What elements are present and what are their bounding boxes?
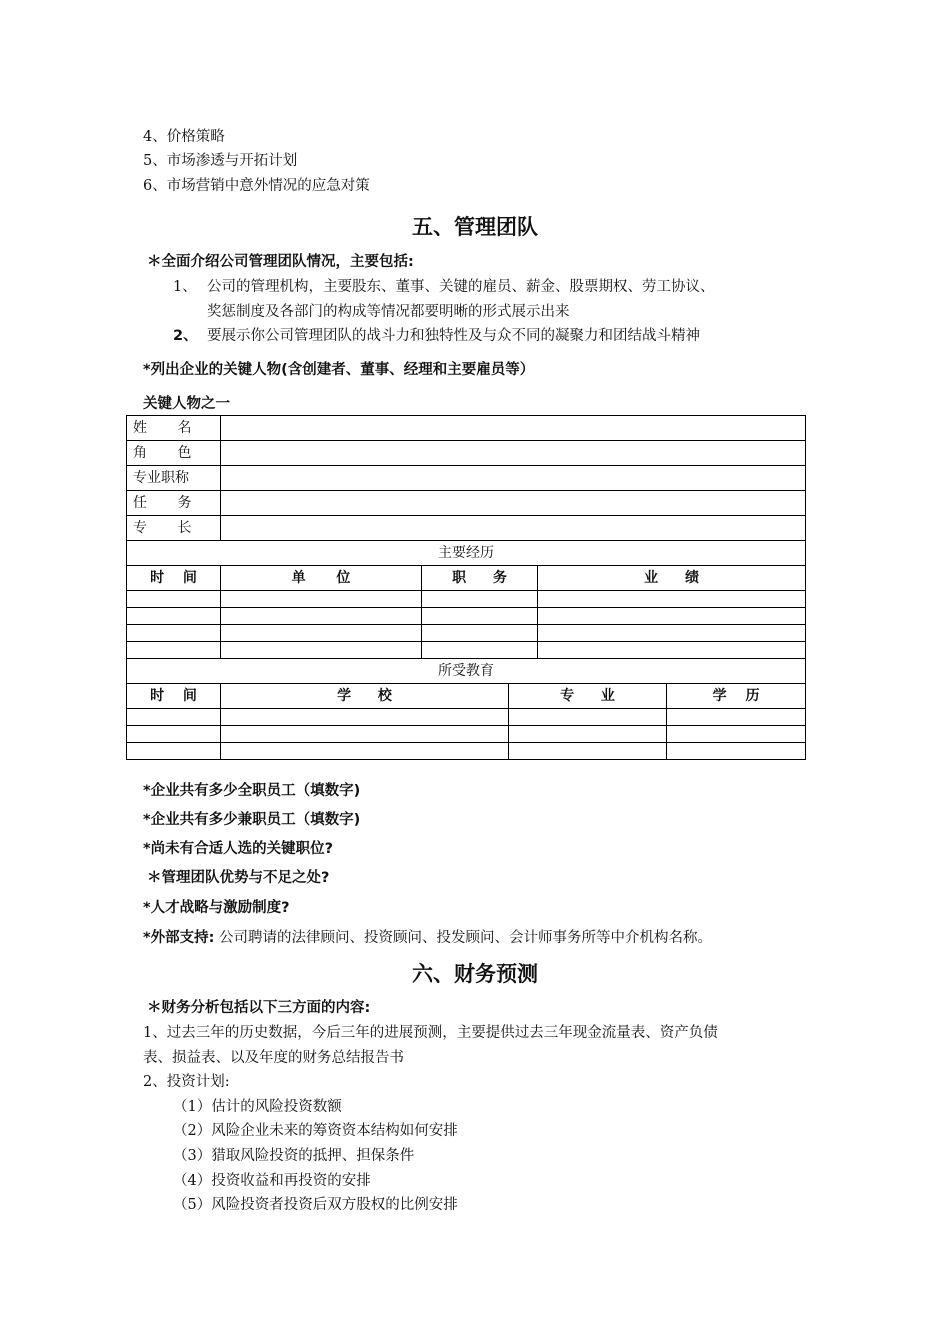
experience-columns-row xyxy=(127,566,806,591)
cell[interactable] xyxy=(127,591,221,608)
cell[interactable] xyxy=(538,642,806,659)
skill-row xyxy=(127,516,806,541)
question-parttime: *企业共有多少兼职员工（填数字) xyxy=(143,812,361,828)
edu-col-time: 时 间 xyxy=(127,684,221,709)
edu-col-degree: 学 历 xyxy=(667,684,806,709)
item1-number: 1、 xyxy=(173,279,197,295)
cell[interactable] xyxy=(221,591,422,608)
exp-col-unit: 单 位 xyxy=(221,566,422,591)
cell[interactable] xyxy=(127,608,221,625)
table-row xyxy=(127,642,806,659)
cell[interactable] xyxy=(127,625,221,642)
sub-item-5: （5）风险投资者投资后双方股权的比例安排 xyxy=(173,1197,458,1213)
cell[interactable] xyxy=(422,591,538,608)
sub-item-1: （1）估计的风险投资数额 xyxy=(173,1099,342,1115)
cell[interactable] xyxy=(422,642,538,659)
exp-col-position: 职 务 xyxy=(422,566,538,591)
table-row xyxy=(127,709,806,726)
duty-value-cell[interactable] xyxy=(221,491,806,516)
skill-value-cell[interactable] xyxy=(221,516,806,541)
edu-col-school: 学 校 xyxy=(221,684,509,709)
role-row xyxy=(127,441,806,466)
cell[interactable] xyxy=(667,743,806,760)
education-header: 所受教育 xyxy=(127,659,806,684)
experience-header-row xyxy=(127,541,806,566)
item1-line2: 奖惩制度及各部门的构成等情况都要明晰的形式展示出来 xyxy=(207,304,570,320)
cell[interactable] xyxy=(221,625,422,642)
sub-item-2: （2）风险企业未来的筹资资本结构如何安排 xyxy=(173,1123,458,1139)
cell[interactable] xyxy=(221,743,509,760)
question-vacant-positions: *尚未有合适人选的关键职位? xyxy=(143,841,333,857)
table-caption: 关键人物之一 xyxy=(143,396,230,412)
item2-number: 2、 xyxy=(173,328,198,344)
skill-label: 专 长 xyxy=(127,516,221,541)
cell[interactable] xyxy=(127,642,221,659)
experience-header: 主要经历 xyxy=(127,541,806,566)
section5-heading: 五、管理团队 xyxy=(412,215,538,239)
cell[interactable] xyxy=(422,625,538,642)
external-support-label: *外部支持: xyxy=(143,930,215,946)
table-row xyxy=(127,608,806,625)
cell[interactable] xyxy=(221,709,509,726)
key-person-table xyxy=(126,415,806,760)
table-row xyxy=(127,743,806,760)
cell[interactable] xyxy=(127,709,221,726)
question-team-strengths: ＊管理团队优势与不足之处? xyxy=(147,870,330,886)
table-row xyxy=(127,591,806,608)
question-talent-strategy: *人才战略与激励制度? xyxy=(143,900,290,916)
exp-col-achievement: 业 绩 xyxy=(538,566,806,591)
external-support xyxy=(143,928,712,948)
education-header-row xyxy=(127,659,806,684)
section6-intro: ＊财务分析包括以下三方面的内容: xyxy=(147,1000,371,1016)
finance-p1-line1: 1、过去三年的历史数据，今后三年的进展预测，主要提供过去三年现金流量表、资产负债 xyxy=(143,1025,718,1041)
role-label: 角 色 xyxy=(127,441,221,466)
cell[interactable] xyxy=(422,608,538,625)
cell[interactable] xyxy=(509,709,667,726)
cell[interactable] xyxy=(127,743,221,760)
table-row xyxy=(127,726,806,743)
duty-row xyxy=(127,491,806,516)
cell[interactable] xyxy=(538,608,806,625)
list-item-contingency: 6、市场营销中意外情况的应急对策 xyxy=(143,178,370,194)
item1-line1: 公司的管理机构，主要股东、董事、关键的雇员、薪金、股票期权、劳工协议、 xyxy=(207,279,715,295)
question-fulltime: *企业共有多少全职员工（填数字) xyxy=(143,783,361,799)
edu-col-major: 专 业 xyxy=(509,684,667,709)
exp-col-time: 时 间 xyxy=(127,566,221,591)
key-people-heading: *列出企业的关键人物(含创建者、董事、经理和主要雇员等） xyxy=(143,362,535,378)
item2-text: 要展示你公司管理团队的战斗力和独特性及与众不同的凝聚力和团结战斗精神 xyxy=(207,328,700,344)
role-value-cell[interactable] xyxy=(221,441,806,466)
title-value-cell[interactable] xyxy=(221,466,806,491)
cell[interactable] xyxy=(221,608,422,625)
sub-item-4: （4）投资收益和再投资的安排 xyxy=(173,1173,371,1189)
cell[interactable] xyxy=(509,726,667,743)
education-columns-row xyxy=(127,684,806,709)
duty-label: 任 务 xyxy=(127,491,221,516)
cell[interactable] xyxy=(127,726,221,743)
finance-p1-line2: 表、损益表、以及年度的财务总结报告书 xyxy=(143,1050,404,1066)
cell[interactable] xyxy=(221,726,509,743)
cell[interactable] xyxy=(509,743,667,760)
section6-heading: 六、财务预测 xyxy=(412,962,538,986)
name-label: 姓 名 xyxy=(127,416,221,441)
name-value-cell[interactable] xyxy=(221,416,806,441)
table-row xyxy=(127,625,806,642)
cell[interactable] xyxy=(538,591,806,608)
cell[interactable] xyxy=(221,642,422,659)
list-item-price-strategy: 4、价格策略 xyxy=(143,129,225,145)
title-row xyxy=(127,466,806,491)
name-row xyxy=(127,416,806,441)
title-label: 专业职称 xyxy=(127,466,221,491)
cell[interactable] xyxy=(538,625,806,642)
sub-item-3: （3）猎取风险投资的抵押、担保条件 xyxy=(173,1148,415,1164)
section5-intro: ＊全面介绍公司管理团队情况，主要包括: xyxy=(147,254,414,270)
external-support-text: 公司聘请的法律顾问、投资顾问、投发顾问、会计师事务所等中介机构名称。 xyxy=(219,930,712,946)
list-item-market-penetration: 5、市场渗透与开拓计划 xyxy=(143,153,298,169)
finance-p2: 2、投资计划: xyxy=(143,1074,230,1090)
cell[interactable] xyxy=(667,726,806,743)
cell[interactable] xyxy=(667,709,806,726)
